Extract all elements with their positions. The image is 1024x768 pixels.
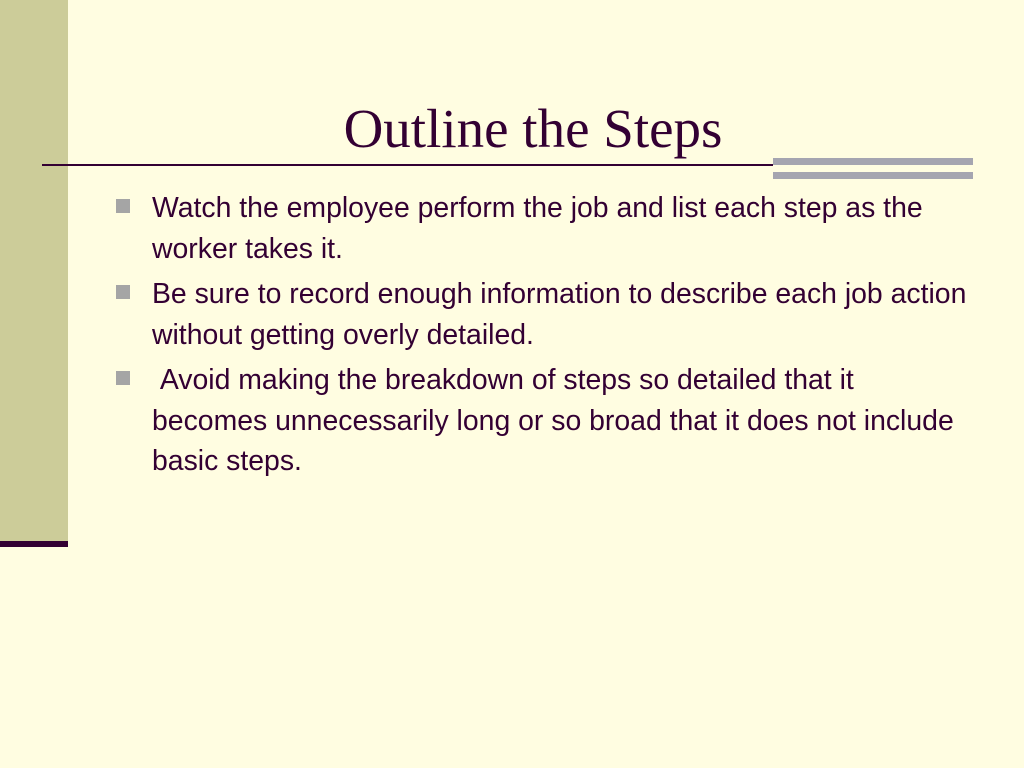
accent-band-bottom [773,172,973,179]
bullet-item [113,188,973,269]
square-bullet-icon [116,371,130,385]
accent-bar [773,158,973,179]
accent-band-top [773,158,973,165]
square-bullet-icon [116,285,130,299]
bullet-text: Watch the employee perform the job and list each step as the worker takes it. [152,192,923,265]
bullet-item [113,274,973,355]
side-bar-underline [0,541,68,547]
slide-title: Outline the Steps [343,98,723,159]
bullet-text: Avoid making the breakdown of steps so detailed that it becomes unnecessarily long or so broad that it does not include basic steps. [152,364,954,477]
side-bar [0,0,68,541]
bullet-list [113,188,973,487]
bullet-text: Be sure to record enough information to describe each job action without getting overly detailed. [152,278,967,351]
title-divider [42,164,773,166]
bullet-item [113,360,973,482]
square-bullet-icon [116,199,130,213]
